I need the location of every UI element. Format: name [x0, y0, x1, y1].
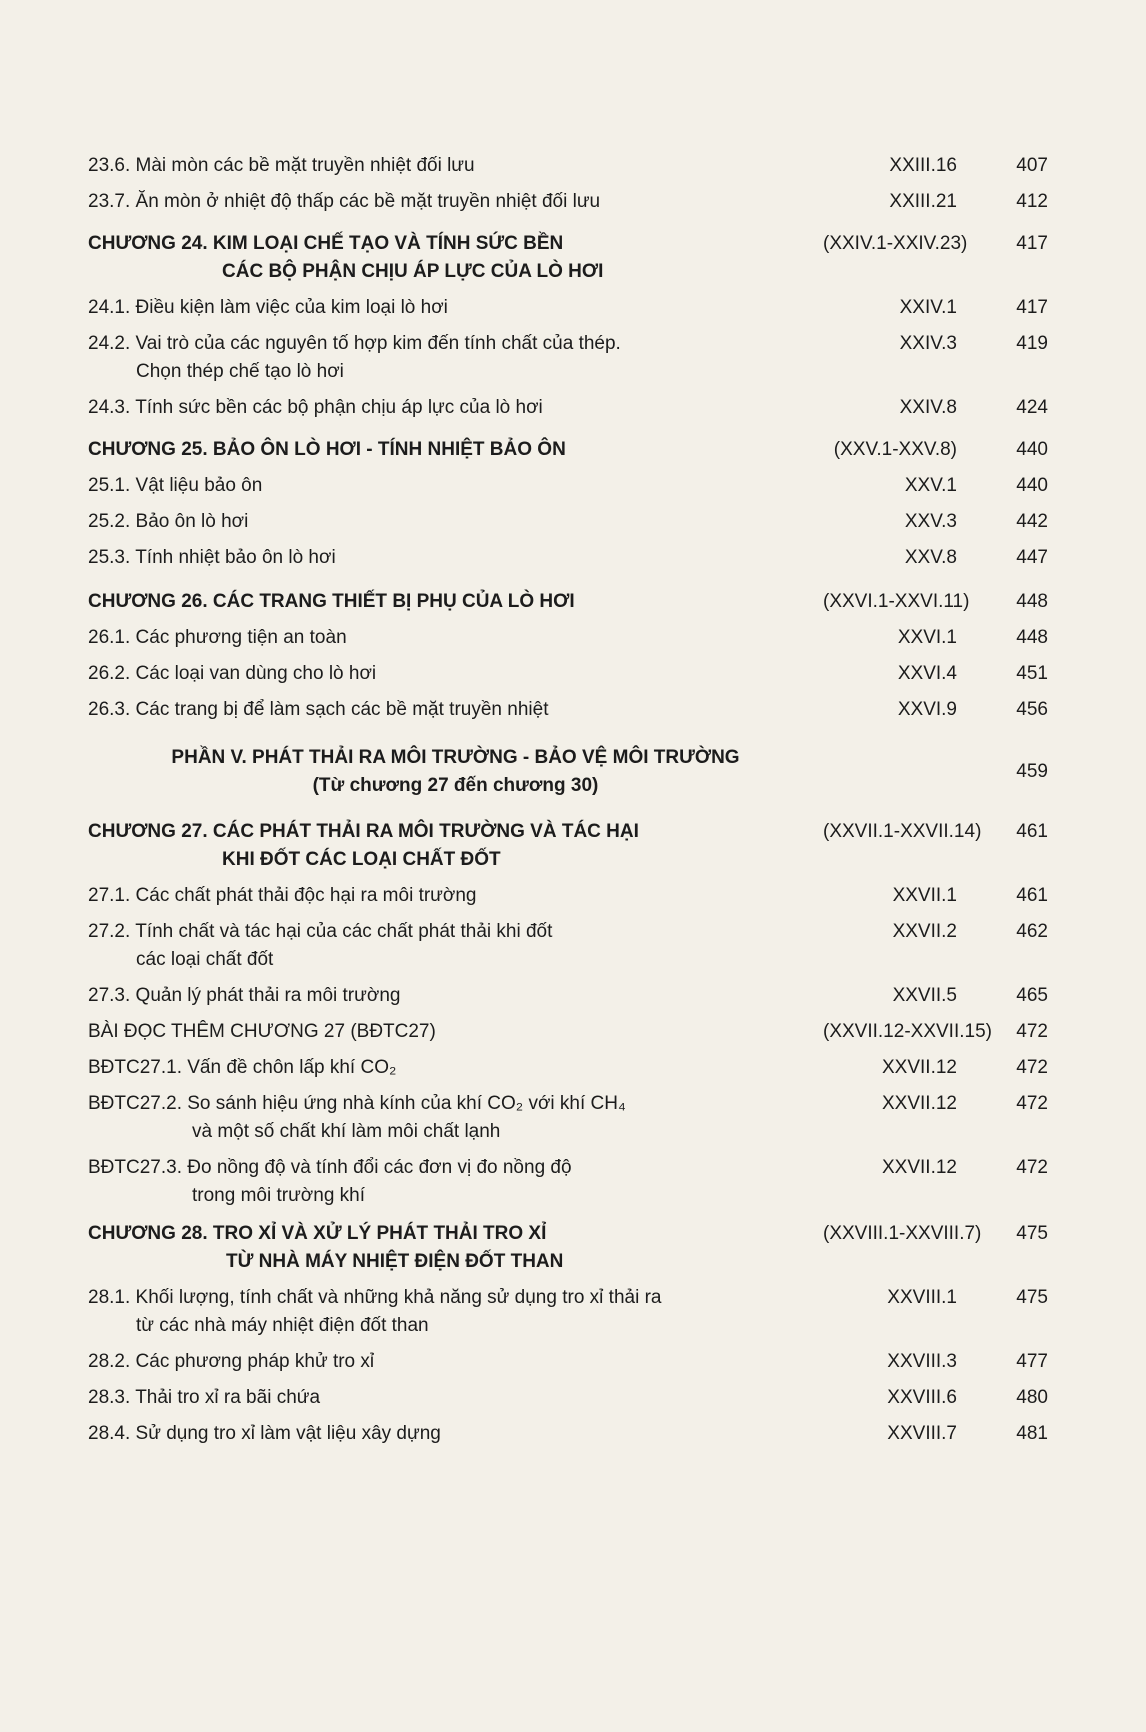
entry-ref: XXVI.1: [897, 627, 957, 648]
part-page: 459: [1016, 761, 1048, 782]
toc-chapter: [88, 230, 1048, 286]
entry-title-line2: trong môi trường khí: [192, 1185, 366, 1206]
chapter-page: 417: [1016, 233, 1048, 254]
chapter-title: CHƯƠNG 24. KIM LOẠI CHẾ TẠO VÀ TÍNH SỨC BỀN: [88, 233, 564, 254]
entry-page: 472: [1016, 1021, 1048, 1042]
chapter-title: CHƯƠNG 25. BẢO ÔN LÒ HƠI - TÍNH NHIỆT BẢO ÔN: [88, 439, 566, 460]
toc-entry: [88, 508, 1048, 536]
entry-ref: XXVII.5: [892, 985, 957, 1006]
entry-page: 481: [1016, 1423, 1048, 1444]
chapter-title-line2: TỪ NHÀ MÁY NHIỆT ĐIỆN ĐỐT THAN: [226, 1251, 564, 1272]
toc-entry: [88, 330, 1048, 386]
entry-title: 25.2. Bảo ôn lò hơi: [88, 511, 249, 532]
chapter-page: 440: [1016, 439, 1048, 460]
entry-page: 424: [1016, 397, 1048, 418]
entry-title: 25.3. Tính nhiệt bảo ôn lò hơi: [88, 547, 336, 568]
toc-entry: [88, 1154, 1048, 1210]
entry-title: 27.2. Tính chất và tác hại của các chất phát thải khi đốt: [88, 921, 553, 942]
toc-entry: [88, 294, 1048, 322]
entry-ref: XXIV.1: [899, 297, 957, 318]
entry-page: 447: [1016, 547, 1048, 568]
entry-ref: XXVIII.7: [887, 1423, 957, 1444]
toc-entry: [88, 544, 1048, 572]
toc-entry: [88, 1420, 1048, 1448]
chapter-title: CHƯƠNG 27. CÁC PHÁT THẢI RA MÔI TRƯỜNG VÀ TÁC HẠI: [88, 821, 639, 842]
entry-title: 24.3. Tính sức bền các bộ phận chịu áp lực của lò hơi: [88, 397, 543, 418]
chapter-title-line2: CÁC BỘ PHẬN CHỊU ÁP LỰC CỦA LÒ HƠI: [222, 261, 604, 282]
entry-page: 472: [1016, 1057, 1048, 1078]
toc-entry: [88, 982, 1048, 1010]
entry-title: 28.3. Thải tro xỉ ra bãi chứa: [88, 1387, 321, 1408]
toc-chapter: [88, 436, 1048, 464]
entry-title: BĐTC27.1. Vấn đề chôn lấp khí CO₂: [88, 1057, 397, 1078]
chapter-page: 475: [1016, 1223, 1048, 1244]
chapter-ref: (XXVII.1-XXVII.14): [823, 821, 982, 842]
entry-ref: XXVIII.1: [887, 1287, 957, 1308]
entry-title: 26.1. Các phương tiện an toàn: [88, 627, 347, 648]
entry-ref: XXIII.16: [889, 155, 957, 176]
entry-title: 24.2. Vai trò của các nguyên tố hợp kim đến tính chất của thép.: [88, 333, 621, 354]
entry-title: 23.6. Mài mòn các bề mặt truyền nhiệt đối lưu: [88, 155, 475, 176]
entry-title: BÀI ĐỌC THÊM CHƯƠNG 27 (BĐTC27): [88, 1021, 436, 1042]
toc-part: [88, 744, 1048, 800]
entry-ref: (XXVII.12-XXVII.15): [823, 1021, 992, 1042]
toc-entry: [88, 1018, 1048, 1046]
entry-title-line2: Chọn thép chế tạo lò hơi: [136, 361, 344, 382]
entry-title-line2: từ các nhà máy nhiệt điện đốt than: [136, 1315, 429, 1336]
entry-page: 417: [1016, 297, 1048, 318]
entry-title: 24.1. Điều kiện làm việc của kim loại lò hơi: [88, 297, 448, 318]
entry-title: BĐTC27.2. So sánh hiệu ứng nhà kính của khí CO₂ với khí CH₄: [88, 1093, 626, 1114]
entry-title-line2: và một số chất khí làm môi chất lạnh: [192, 1121, 501, 1142]
entry-page: 465: [1016, 985, 1048, 1006]
entry-page: 461: [1016, 885, 1048, 906]
entry-ref: XXIV.8: [899, 397, 957, 418]
toc-entry: [88, 660, 1048, 688]
entry-ref: XXV.8: [904, 547, 957, 568]
entry-ref: XXVII.12: [882, 1093, 957, 1114]
entry-ref: XXV.1: [904, 475, 957, 496]
entry-ref: XXVII.1: [892, 885, 957, 906]
toc-entry: [88, 1090, 1048, 1146]
entry-ref: XXVI.4: [897, 663, 957, 684]
chapter-title-line2: KHI ĐỐT CÁC LOẠI CHẤT ĐỐT: [222, 849, 501, 870]
toc-entry: [88, 1284, 1048, 1340]
entry-ref: XXVIII.6: [887, 1387, 957, 1408]
chapter-ref: (XXIV.1-XXIV.23): [823, 233, 968, 254]
chapter-title: CHƯƠNG 28. TRO XỈ VÀ XỬ LÝ PHÁT THẢI TRO XỈ: [88, 1223, 547, 1244]
toc-chapter: [88, 818, 1048, 874]
chapter-page: 448: [1016, 591, 1048, 612]
entry-page: 448: [1016, 627, 1048, 648]
toc-entry: [88, 152, 1048, 180]
entry-title: 27.1. Các chất phát thải độc hại ra môi trường: [88, 885, 477, 906]
entry-title: 28.4. Sử dụng tro xỉ làm vật liệu xây dựng: [88, 1423, 441, 1444]
chapter-ref: (XXVI.1-XXVI.11): [823, 591, 970, 612]
entry-ref: XXVI.9: [897, 699, 957, 720]
entry-page: 462: [1016, 921, 1048, 942]
chapter-ref: (XXVIII.1-XXVIII.7): [823, 1223, 982, 1244]
entry-page: 472: [1016, 1093, 1048, 1114]
toc-entry: [88, 394, 1048, 422]
entry-page: 442: [1016, 511, 1048, 532]
entry-ref: XXV.3: [904, 511, 957, 532]
toc-chapter: [88, 588, 1048, 616]
entry-page: 472: [1016, 1157, 1048, 1178]
entry-page: 407: [1016, 155, 1048, 176]
toc-entry: [88, 624, 1048, 652]
toc-entry: [88, 882, 1048, 910]
entry-ref: XXVIII.3: [887, 1351, 957, 1372]
table-of-contents: [88, 152, 1048, 1448]
entry-page: 412: [1016, 191, 1048, 212]
entry-page: 477: [1016, 1351, 1048, 1372]
part-title: PHẦN V. PHÁT THẢI RA MÔI TRƯỜNG - BẢO VỆ MÔI TRƯỜNG: [171, 747, 740, 768]
toc-entry: [88, 696, 1048, 724]
entry-title: 26.3. Các trang bị để làm sạch các bề mặt truyền nhiệt: [88, 699, 549, 720]
entry-title: 28.2. Các phương pháp khử tro xỉ: [88, 1351, 375, 1372]
entry-ref: XXVII.12: [882, 1157, 957, 1178]
toc-entry: [88, 918, 1048, 974]
entry-title: 26.2. Các loại van dùng cho lò hơi: [88, 663, 377, 684]
toc-chapter: [88, 1220, 1048, 1276]
chapter-ref: (XXV.1-XXV.8): [833, 439, 957, 460]
entry-title: BĐTC27.3. Đo nồng độ và tính đổi các đơn vị đo nồng độ: [88, 1157, 572, 1178]
entry-title: 27.3. Quản lý phát thải ra môi trường: [88, 985, 401, 1006]
entry-ref: XXIV.3: [899, 333, 957, 354]
part-subtitle: (Từ chương 27 đến chương 30): [312, 775, 599, 796]
toc-entry: [88, 472, 1048, 500]
entry-ref: XXVII.12: [882, 1057, 957, 1078]
chapter-title: CHƯƠNG 26. CÁC TRANG THIẾT BỊ PHỤ CỦA LÒ HƠI: [88, 591, 575, 612]
toc-entry: [88, 1054, 1048, 1082]
entry-title-line2: các loại chất đốt: [136, 949, 274, 970]
entry-ref: XXIII.21: [889, 191, 957, 212]
toc-entry: [88, 1384, 1048, 1412]
entry-title: 23.7. Ăn mòn ở nhiệt độ thấp các bề mặt truyền nhiệt đối lưu: [88, 191, 601, 212]
toc-entry: [88, 1348, 1048, 1376]
entry-page: 440: [1016, 475, 1048, 496]
entry-title: 28.1. Khối lượng, tính chất và những khả năng sử dụng tro xỉ thải ra: [88, 1287, 662, 1308]
entry-page: 451: [1016, 663, 1048, 684]
chapter-page: 461: [1016, 821, 1048, 842]
entry-page: 419: [1016, 333, 1048, 354]
entry-title: 25.1. Vật liệu bảo ôn: [88, 475, 263, 496]
toc-entry: [88, 188, 1048, 216]
entry-page: 456: [1016, 699, 1048, 720]
entry-page: 475: [1016, 1287, 1048, 1308]
entry-ref: XXVII.2: [892, 921, 957, 942]
entry-page: 480: [1016, 1387, 1048, 1408]
